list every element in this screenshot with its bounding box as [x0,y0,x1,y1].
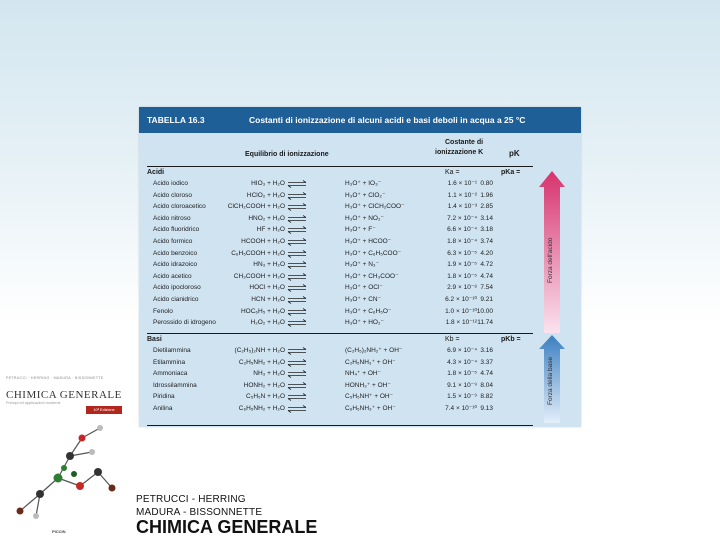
ionization-constant: 2.9 × 10⁻⁸ [447,284,477,292]
base-name: Idrossilammina [153,381,197,389]
ionization-constant: 6.6 × 10⁻⁴ [447,226,477,234]
acid-row [139,202,581,212]
reactants: HOCl + H₂O [249,284,285,292]
ionization-constant: 1.8 × 10⁻⁵ [447,370,477,378]
header-constant-line1: Costante di [445,139,484,146]
ionization-constant: 1.1 × 10⁻² [447,191,477,199]
cover-subtitle: Principi ed applicazioni moderne [6,401,61,405]
molecule-illustration-icon [0,416,130,526]
base-row [139,358,581,368]
products: HONH₃⁺ + OH⁻ [345,381,391,389]
bases-label: Basi [147,336,162,343]
base-name: Anilina [153,405,173,412]
acid-row [139,191,581,201]
pk-value: 4.72 [480,261,493,269]
acid-row [139,179,581,189]
products: H₃O⁺ + HCOO⁻ [345,238,392,245]
acid-name: Fenolo [153,307,173,315]
cover-title: CHIMICA GENERALE [6,389,122,401]
reactants: HF + H₂O [256,226,285,234]
ionization-constant: 1.8 × 10⁻⁴ [447,238,477,245]
pk-value: 7.54 [480,284,493,292]
acid-name: Acido nitroso [153,214,191,222]
products: H₃O⁺ + C₆H₅O⁻ [345,307,392,315]
acid-row [139,283,581,293]
pk-value: 3.16 [480,347,493,354]
products: H₃O⁺ + ClCH₂COO⁻ [345,203,405,211]
base-name: Dietilammina [153,347,191,354]
reactants: C₆H₅NH₂ + H₂O [238,405,285,412]
base-strength-label: Forza della base [547,356,554,405]
pk-value: 8.82 [480,393,493,401]
cover-publisher: PICCIN [52,529,66,534]
ionization-constant: 6.3 × 10⁻⁵ [447,249,477,257]
base-row [139,404,581,414]
cover-authors: PETRUCCI · HERRING · MADURA · BISSONNETTE [6,376,104,380]
pk-value: 4.74 [480,370,493,378]
footer-authors-line2: MADURA - BISSONNETTE [136,507,263,518]
pk-value: 9.21 [480,296,493,303]
acid-name: Acido acetico [153,272,192,280]
ionization-constant: 1.0 × 10⁻¹⁰ [445,307,477,315]
reactants: C₅H₅N + H₂O [246,393,285,401]
reactants: NH₃ + H₂O [253,370,285,378]
header-equilibrium: Equilibrio di ionizzazione [245,151,329,158]
products: H₃O⁺ + C₆H₅COO⁻ [345,249,402,257]
pk-value: 4.20 [480,249,493,257]
equilibrium-arrow-icon [287,318,307,332]
acids-pk-header: pKa = [501,169,521,176]
reactants: HOC₆H₅ + H₂O [240,307,285,315]
acid-row [139,295,581,305]
table-title: Costanti di ionizzazione di alcuni acidi e basi deboli in acqua a 25 °C [249,115,526,125]
pk-value: 3.74 [480,238,493,245]
bases-k-header: Kb = [445,336,460,343]
products: NH₄⁺ + OH⁻ [345,370,382,378]
reactants: HONH₂ + H₂O [243,381,285,389]
table-body [139,133,581,427]
acid-name: Acido cloroacetico [153,203,206,211]
products: H₃O⁺ + N₃⁻ [345,261,380,269]
pk-value: 8.04 [480,381,493,389]
section-rule [147,333,533,334]
ionization-constant: 1.8 × 10⁻¹² [445,319,477,327]
footer-authors-line1: PETRUCCI - HERRING [136,494,246,505]
header-constant-line2: ionizzazione K [435,149,484,156]
acid-strength-label: Forza dell'acido [547,237,554,283]
acids-k-header: Ka = [445,169,460,176]
pk-value: 4.74 [480,272,493,280]
acid-name: Acido benzoico [153,249,198,257]
pk-value: 11.74 [477,319,493,327]
products: H₃O⁺ + CH₃COO⁻ [345,272,399,280]
pk-value: 0.80 [480,180,493,187]
ionization-constant: 7.4 × 10⁻¹⁰ [445,405,477,412]
products: H₃O⁺ + CN⁻ [345,296,382,303]
pk-value: 1.96 [480,191,493,199]
base-row [139,346,581,356]
acid-name: Acido idrazoico [153,261,198,269]
products: C₆H₅NH₃⁺ + OH⁻ [345,405,396,412]
base-name: Piridina [153,393,175,401]
footer-title: CHIMICA GENERALE [136,517,318,537]
base-row [139,392,581,402]
acid-row [139,225,581,235]
acid-name: Acido cianidrico [153,296,199,303]
book-cover [0,372,130,540]
pk-value: 2.85 [480,203,493,211]
ionization-constant: 7.2 × 10⁻⁴ [447,214,477,222]
products: H₃O⁺ + OCl⁻ [345,284,383,292]
acid-row [139,307,581,317]
cover-edition-badge: 10ª Edizione [86,406,122,414]
base-name: Ammoniaca [153,370,188,378]
products: H₃O⁺ + NO₂⁻ [345,214,384,222]
acid-name: Acido cloroso [153,191,193,199]
table-title-bar [139,107,581,133]
ionization-constants-table [139,107,581,427]
header-rule [147,166,533,167]
products: H₃O⁺ + F⁻ [345,226,376,234]
equilibrium-arrow-icon [287,404,307,418]
reactants: C₂H₅NH₂ + H₂O [238,358,285,366]
acid-row [139,237,581,247]
table-number: TABELLA 16.3 [147,115,205,125]
reactants: C₆H₅COOH + H₂O [231,249,285,257]
acid-name: Acido formico [153,238,193,245]
ionization-constant: 6.9 × 10⁻⁴ [447,347,477,354]
ionization-constant: 1.9 × 10⁻⁵ [447,261,477,269]
reactants: HCN + H₂O [251,296,285,303]
base-row [139,369,581,379]
ionization-constant: 1.4 × 10⁻³ [447,203,477,211]
products: C₂H₅NH₃⁺ + OH⁻ [345,358,396,366]
base-name: Etilammina [153,358,186,366]
pk-value: 3.37 [480,358,493,366]
acid-row [139,318,581,328]
ionization-constant: 1.5 × 10⁻⁹ [447,393,477,401]
pk-value: 10.00 [476,307,493,315]
products: H₃O⁺ + ClO₂⁻ [345,191,386,199]
reactants: H₂O₂ + H₂O [250,319,285,327]
ionization-constant: 1.6 × 10⁻¹ [447,180,477,187]
reactants: HIO₃ + H₂O [251,180,285,187]
acids-label: Acidi [147,169,165,176]
ionization-constant: 9.1 × 10⁻⁹ [447,381,477,389]
bottom-rule [147,425,533,426]
base-row [139,381,581,391]
reactants: ClCH₂COOH + H₂O [227,203,285,211]
pk-value: 3.18 [480,226,493,234]
ionization-constant: 4.3 × 10⁻⁴ [447,358,477,366]
reactants: HN₃ + H₂O [253,261,285,269]
pk-value: 3.14 [480,214,493,222]
reactants: HClO₂ + H₂O [246,191,285,199]
acid-name: Acido fluoridrico [153,226,200,234]
acid-name: Perossido di idrogeno [153,319,216,327]
reactants: (C₂H₅)₂NH + H₂O [234,347,285,354]
acid-name: Acido iodico [153,180,189,187]
acid-row [139,272,581,282]
bases-pk-header: pKb = [501,336,521,343]
reactants: HNO₂ + H₂O [248,214,285,222]
ionization-constant: 6.2 × 10⁻¹⁰ [445,296,477,303]
acid-name: Acido ipocloroso [153,284,201,292]
acid-row [139,214,581,224]
products: (C₂H₅)₂NH₂⁺ + OH⁻ [345,347,403,354]
header-pk: pK [509,149,520,158]
products: C₅H₅NH⁺ + OH⁻ [345,393,394,401]
pk-value: 9.13 [480,405,493,412]
ionization-constant: 1.8 × 10⁻⁵ [447,272,477,280]
reactants: HCOOH + H₂O [241,238,285,245]
acid-row [139,249,581,259]
products: H₃O⁺ + HO₂⁻ [345,319,384,327]
reactants: CH₃COOH + H₂O [233,272,285,280]
products: H₃O⁺ + IO₃⁻ [345,180,382,187]
acid-row [139,260,581,270]
